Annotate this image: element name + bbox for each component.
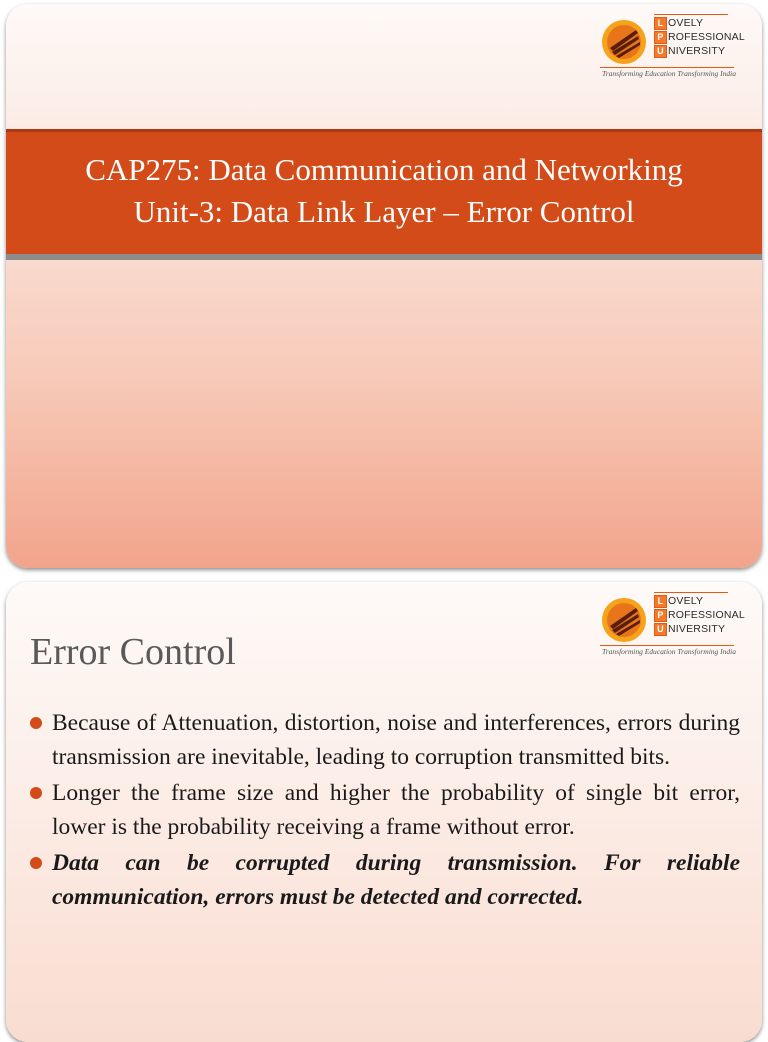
university-logo: [600, 592, 745, 658]
bullet-dot-icon: [30, 787, 42, 799]
course-title: CAP275: Data Communication and Networking: [85, 152, 683, 187]
title-slide: [6, 4, 762, 568]
bullet-dot-icon: [30, 717, 42, 729]
logo-rule-bottom: [600, 645, 734, 646]
unit-title: Unit-3: Data Link Layer – Error Control: [133, 194, 635, 229]
logo-rule-top: [654, 14, 728, 15]
bullet-item: Because of Attenuation, distortion, noise and interferences, errors during transmission are inevitable, leading to corruption transmitted bits.: [30, 706, 740, 774]
bullet-item-emphasis: Data can be corrupted during transmission. For reliable communication, errors must be detected and corrected.: [30, 846, 740, 914]
lpu-emblem-icon: [600, 18, 648, 66]
title-banner: [6, 129, 762, 254]
lpu-emblem-icon: [600, 596, 648, 644]
logo-rule-bottom: [600, 67, 734, 68]
bullet-list: [30, 706, 740, 916]
content-slide: [6, 582, 762, 1042]
logo-wordmark: L OVELY P ROFESSIONAL U NIVERSITY: [654, 16, 745, 58]
bullet-dot-icon: [30, 857, 42, 869]
university-logo: [600, 14, 745, 80]
logo-tagline: Transforming Education Transforming India: [602, 69, 736, 78]
logo-wordmark: L OVELY P ROFESSIONAL U NIVERSITY: [654, 594, 745, 636]
logo-rule-top: [654, 592, 728, 593]
logo-tagline: Transforming Education Transforming India: [602, 647, 736, 656]
bullet-item: Longer the frame size and higher the probability of single bit error, lower is the probability receiving a frame without error.: [30, 776, 740, 844]
slide-heading: Error Control: [30, 631, 236, 673]
